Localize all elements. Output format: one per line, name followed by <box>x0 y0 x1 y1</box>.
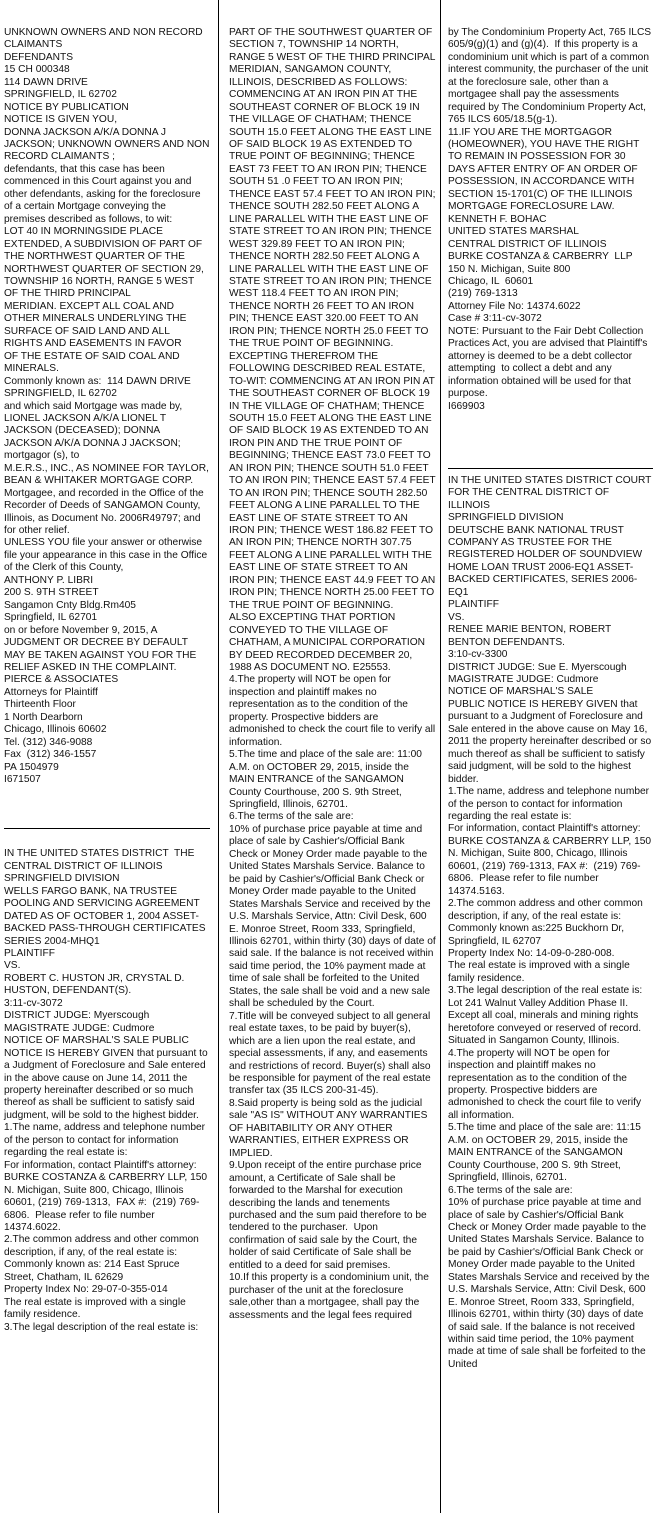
notice-marshal-sale-huston: IN THE UNITED STATES DISTRICT THE CENTRAL DISTRICT OF ILLINOIS SPRINGFIELD DIVISION WELLS FARGO BANK, NA TRUSTEE POOLING AND SERVICING AGREEMENT DATED AS OF OCTOBER 1, 2004 ASSET-BACKED PASS-THROUGH CERTIFICATES SERIES 2004-MHQ1 PLAINTIFF VS. ROBERT C. HUSTON JR, CRYSTAL D. HUSTON, DEFENDANT(S). 3:11-cv-3072 DISTRICT JUDGE: Myerscough MAGISTRATE JUDGE: Cudmore NOTICE OF MARSHAL'S SALE PUBLIC NOTICE IS HEREBY GIVEN that pursuant to a Judgment of Foreclosure and Sale entered in the above cause on June 14, 2011 the property hereinafter described or so much thereof as shall be sufficient to satisfy said judgment, will be sold to the highest bidder. 1.The name, address and telephone number of the person to contact for information regarding the real estate is: For information, contact Plaintiff's attorney: BURKE COSTANZA & CARBERRY LLP, 150 N. Michigan, Suite 800, Chicago, Illinois 60601, (219) 769-1313, FAX #: (219) 769-6806. Please refer to file number 14374.6022. 2.The common address and other common description, if any, of the real estate is: Commonly known as: 214 East Spruce Street, Chatham, IL 62629 Property Index No: 29-07-0-355-014 The real estate is improved with a single family residence. 3.The legal description of the real estate is: <box>4 848 208 1333</box>
notice-marshal-sale-benton: IN THE UNITED STATES DISTRICT COURT FOR THE CENTRAL DISTRICT OF ILLINOIS SPRINGFIELD DIVISION DEUTSCHE BANK NATIONAL TRUST COMPANY AS TRUSTEE FOR THE REGISTERED HOLDER OF SOUNDVIEW HOME LOAN TRUST 2006-EQ1 ASSET-BACKED CERTIFICATES, SERIES 2006-EQ1 PLAINTIFF VS. RENEE MARIE BENTON, ROBERT BENTON DEFENDANTS. 3:10-cv-3300 DISTRICT JUDGE: Sue E. Myerscough MAGISTRATE JUDGE: Cudmore NOTICE OF MARSHAL'S SALE PUBLIC NOTICE IS HEREBY GIVEN that pursuant to a Judgment of Foreclosure and Sale entered in the above cause on May 16, 2011 the property hereinafter described or so much thereof as shall be sufficient to satisfy said judgment, will be sold to the highest bidder. 1.The name, address and telephone number of the person to contact for information regarding the real estate is: For information, contact Plaintiff's attorney: BURKE COSTANZA & CARBERRY LLP, 150 N. Michigan, Suite 800, Chicago, Illinois 60601, (219) 769-1313, FAX #: (219) 769-6806. Please refer to file number 14374.5163. 2.The common address and other common description, if any, of the real estate is: Commonly known as:225 Buckhorn Dr, Springfield, IL 62707 Property Index No: 14-09-0-280-008. The real estate is improved with a single family residence. 3.The legal description of the real estate is: Lot 241 Walnut Valley Addition Phase II. Except all coal, minerals and mining rights heretofore conveyed or reserved of record. Situated in Sangamon County, Illinois. 4.The property will NOT be open for inspection and plaintiff makes no representation as to the condition of the property. Prospective bidders are admonished to check the court file to verify all information. 5.The time and place of the sale are: 11:15 A.M. on OCTOBER 29, 2015, inside the MAIN ENTRANCE of the SANGAMON County Courthouse, 200 S. 9th Street, Springfield, Illinois, 62701. 6.The terms of the sale are: 10% of purchase price payable at time and place of sale by Cashier's/Official Bank Check or Money Order made payable to the United States Marshals Service. Balance to be paid by Cashier's/Official Bank Check or Money Order made payable to the United States Marshals Service and received by the U.S. Marshals Service, Attn: Civil Desk, 600 E. Monroe Street, Room 333, Springfield, Illinois 62701, within thirty (30) days of date of said sale. If the balance is not received within said time period, the 10% payment made at time of sale shall be forfeited to the United <box>448 474 652 1370</box>
notice-spacer <box>448 438 653 450</box>
notice-separator <box>4 828 210 829</box>
column-3 <box>448 2 653 1510</box>
notice-foreclosure-jackson: UNKNOWN OWNERS AND NON RECORD CLAIMANTS DEFENDANTS 15 CH 000348 114 DAWN DRIVE SPRINGFIELD, IL 62702 NOTICE BY PUBLICATION NOTICE IS GIVEN YOU, DONNA JACKSON A/K/A DONNA J JACKSON; UNKNOWN OWNERS AND NON RECORD CLAIMANTS ; defendants, that this case has been commenced in this Court against you and other defendants, asking for the foreclosure of a certain Mortgage conveying the premises described as follows, to wit: LOT 40 IN MORNINGSIDE PLACE EXTENDED, A SUBDIVISION OF PART OF THE NORTHWEST QUARTER OF THE NORTHWEST QUARTER OF SECTION 29, TOWNSHIP 16 NORTH, RANGE 5 WEST OF THE THIRD PRINCIPAL MERIDIAN. EXCEPT ALL COAL AND OTHER MINERALS UNDERLYING THE SURFACE OF SAID LAND AND ALL RIGHTS AND EASEMENTS IN FAVOR OF THE ESTATE OF SAID COAL AND MINERALS. Commonly known as: 114 DAWN DRIVE SPRINGFIELD, IL 62702 and which said Mortgage was made by, LIONEL JACKSON A/K/A LIONEL T JACKSON (DECEASED); DONNA JACKSON A/K/A DONNA J JACKSON; mortgagor (s), to M.E.R.S., INC., AS NOMINEE FOR TAYLOR, BEAN & WHITAKER MORTGAGE CORP. Mortgagee, and recorded in the Office of the Recorder of Deeds of SANGAMON County, Illinois, as Document No. 2006R49797; and for other relief. UNLESS YOU file your answer or otherwise file your appearance in this case in the Office of the Clerk of this County, ANTHONY P. LIBRI 200 S. 9TH STREET Sangamon Cnty Bldg.Rm405 Springfield, IL 62701 on or before November 9, 2015, A JUDGMENT OR DECREE BY DEFAULT MAY BE TAKEN AGAINST YOU FOR THE RELIEF ASKED IN THE COMPLAINT. PIERCE & ASSOCIATES Attorneys for Plaintiff Thirteenth Floor 1 North Dearborn Chicago, Illinois 60602 Tel. (312) 346-9088 Fax (312) 346-1557 PA 1504979 I671507 <box>4 26 210 786</box>
column-divider <box>440 0 441 1513</box>
column-2 <box>229 2 436 1510</box>
notice-marshal-sale-huston-end: by The Condominium Property Act, 765 ILCS 605/9(g)(1) and (g)(4). If this property is a condominium unit which is part of a common interest community, the purchaser of the unit at the foreclosure sale, other than a mortgagee shall pay the assessments required by The Condominium Property Act, 765 ILCS 605/18.5(g-1). 11.IF YOU ARE THE MORTGAGOR (HOMEOWNER), YOU HAVE THE RIGHT TO REMAIN IN POSSESSION FOR 30 DAYS AFTER ENTRY OF AN ORDER OF POSSESSION, IN ACCORDANCE WITH SECTION 15-1701(C) OF THE ILLINOIS MORTGAGE FORECLOSURE LAW. KENNETH F. BOHAC UNITED STATES MARSHAL CENTRAL DISTRICT OF ILLINOIS BURKE COSTANZA & CARBERRY LLP 150 N. Michigan, Suite 800 Chicago, IL 60601 (219) 769-1313 Attorney File No: 14374.6022 Case # 3:11-cv-3072 NOTE: Pursuant to the Fair Debt Collection Practices Act, you are advised that Plaintiff's attorney is deemed to be a debt collector attempting to collect a debt and any information obtained will be used for that purpose. I669903 <box>448 26 652 412</box>
notice-marshal-sale-huston-continued: PART OF THE SOUTHWEST QUARTER OF SECTION 7, TOWNSHIP 14 NORTH, RANGE 5 WEST OF THE THIRD PRINCIPAL MERIDIAN, SANGAMON COUNTY, ILLINOIS, DESCRIBED AS FOLLOWS: COMMENCING AT AN IRON PIN AT THE SOUTHEAST CORNER OF BLOCK 19 IN THE VILLAGE OF CHATHAM; THENCE SOUTH 15.0 FEET ALONG THE EAST LINE OF SAID BLOCK 19 AS EXTENDED TO TRUE POINT OF BEGINNING; THENCE EAST 73 FEET TO AN IRON PIN; THENCE SOUTH 51 .0 FEET TO AN IRON PIN; THENCE EAST 57.4 FEET TO AN IRON PIN; THENCE SOUTH 282.50 FEET ALONG A LINE PARALLEL WITH THE EAST LINE OF STATE STREET TO AN IRON PIN; THENCE WEST 329.89 FEET TO AN IRON PIN; THENCE NORTH 282.50 FEET ALONG A LINE PARALLEL WITH THE EAST LINE OF STATE STREET TO AN IRON PIN; THENCE WEST 118.4 FEET TO AN IRON PIN; THENCE NORTH 26 FEET TO AN IRON PIN; THENCE EAST 320.00 FEET TO AN IRON PIN; THENCE NORTH 25.0 FEET TO THE TRUE POINT OF BEGINNING. EXCEPTING THEREFROM THE FOLLOWING DESCRIBED REAL ESTATE, TO-WIT: COMMENCING AT AN IRON PIN AT THE SOUTHEAST CORNER OF BLOCK 19 IN THE VILLAGE OF CHATHAM; THENCE SOUTH 15.0 FEET ALONG THE EAST LINE OF SAID BLOCK 19 AS EXTENDED TO AN IRON PIN AND THE TRUE POINT OF BEGINNING; THENCE EAST 73.0 FEET TO AN IRON PIN; THENCE SOUTH 51.0 FEET TO AN IRON PIN; THENCE EAST 57.4 FEET TO AN IRON PIN; THENCE SOUTH 282.50 FEET ALONG A LINE PARALLEL TO THE EAST LINE OF STATE STREET TO AN IRON PIN; THENCE WEST 186.82 FEET TO AN IRON PIN; THENCE NORTH 307.75 FEET ALONG A LINE PARALLEL WITH THE EAST LINE OF STATE STREET TO AN IRON PIN; THENCE EAST 44.9 FEET TO AN IRON PIN; THENCE NORTH 25.00 FEET TO THE TRUE POINT OF BEGINNING. ALSO EXCEPTING THAT PORTION CONVEYED TO THE VILLAGE OF CHATHAM, A MUNICIPAL CORPORATION BY DEED RECORDED DECEMBER 20, 1988 AS DOCUMENT NO. E25553. 4.The property will NOT be open for inspection and plaintiff makes no representation as to the condition of the property. Prospective bidders are admonished to check the court file to verify all information. 5.The time and place of the sale are: 11:00 A.M. on OCTOBER 29, 2015, inside the MAIN ENTRANCE of the SANGAMON County Courthouse, 200 S. 9th Street, Springfield, Illinois, 62701. 6.The terms of the sale are: 10% of purchase price payable at time and place of sale by Cashier's/Official Bank Check or Money Order made payable to the United States Marshals Service. Balance to be paid by Cashier's/Official Bank Check or Money Order made payable to the United States Marshals Service and received by the U.S. Marshals Service, Attn: Civil Desk, 600 E. Monroe Street, Room 333, Springfield, Illinois 62701, within thirty (30) days of date of said sale. If the balance is not received within said time period, the 10% payment made at time of sale shall be forfeited to the United States, the sale shall be void and a new sale shall be scheduled by the Court. 7.Title will be conveyed subject to all general real estate taxes, to be paid by buyer(s), which are a lien upon the real estate, and special assessments, if any, and easements and restrictions of record. Buyer(s) shall also be responsible for payment of the real estate transfer tax (35 ILCS 200-31-45). 8.Said property is being sold as the judicial sale "AS IS" WITHOUT ANY WARRANTIES OF HABITABILITY OR ANY OTHER WARRANTIES, EITHER EXPRESS OR IMPLIED. 9.Upon receipt of the entire purchase price amount, a Certificate of Sale shall be forwarded to the Marshal for execution describing the lands and tenements purchased and the sum paid therefore to be tendered to the purchaser. Upon confirmation of said sale by the Court, the holder of said Certificate of Sale shall be entitled to a deed for said premises. 10.If this property is a condominium unit, the purchaser of the unit at the foreclosure sale,other than a mortgagee, shall pay the assessments and the legal fees required <box>229 26 436 1321</box>
column-divider <box>218 0 219 1513</box>
column-1 <box>4 2 210 1510</box>
notice-spacer <box>4 811 210 823</box>
